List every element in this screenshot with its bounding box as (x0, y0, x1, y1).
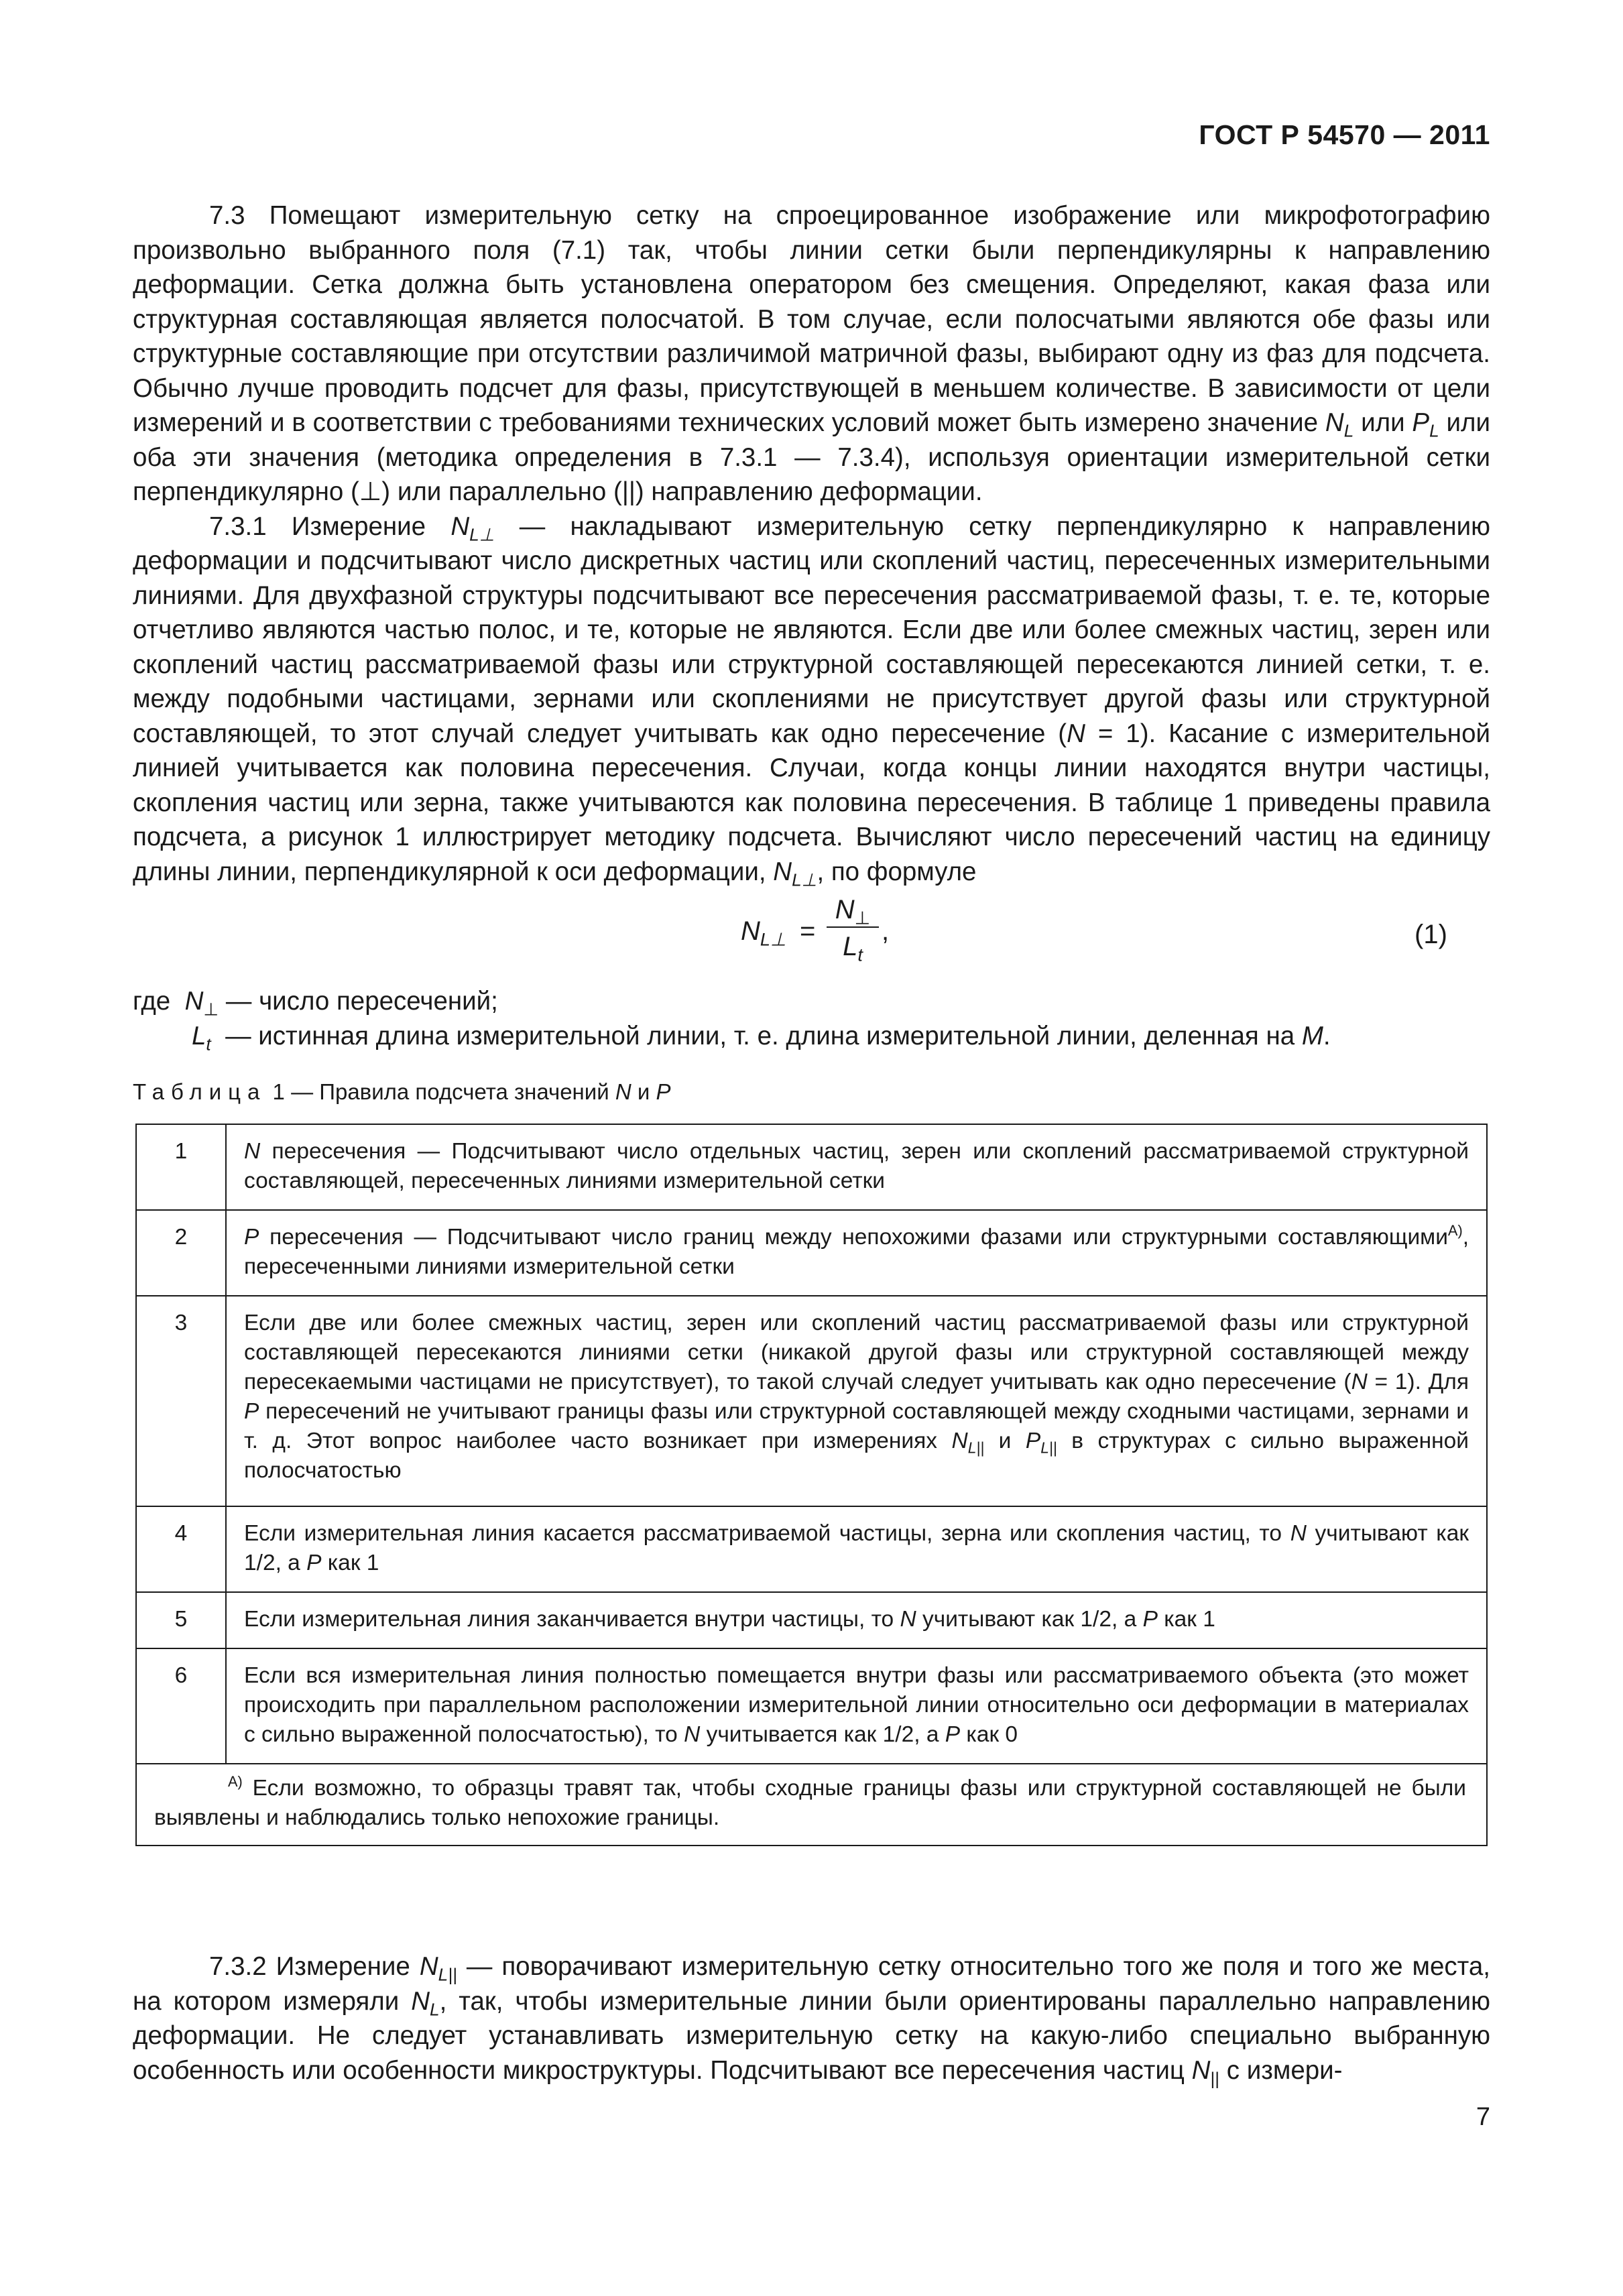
table-row (136, 1296, 1487, 1506)
table-row (136, 1648, 1487, 1764)
formula-numerator: $N_\perp$ (835, 895, 871, 928)
row-text: N пересечения — Подсчитывают число отдельных частиц, зерен или скоплений рассматриваемой структурной составляющей, пересеченных линиями измерительной сетки (226, 1124, 1487, 1210)
section-7-3-2 (133, 1949, 1490, 2088)
page-number: 7 (1476, 2103, 1490, 2131)
formula-equals: = (800, 916, 816, 946)
row-text: Если вся измерительная линия полностью помещается внутри фазы или рассматриваемого объекта (это может происходить при параллельном расположении измерительной линии относительно оси деформации в материалах с сильно выраженной полосчатостью), то N учитывается как 1/2, а P как 0 (226, 1648, 1487, 1764)
formula-fraction (827, 895, 879, 965)
table-row (136, 1210, 1487, 1296)
row-number: 4 (136, 1506, 226, 1592)
table-row (136, 1506, 1487, 1592)
row-text: P пересечения — Подсчитывают число границ между непохожими фазами или структурными составляющими$^{А)}$, пересеченными линиями измерительной сетки (226, 1210, 1487, 1296)
paragraph-7-3-1: 7.3.1 Измерение $N_{L\perp}$ — накладывают измерительную сетку перпендикулярно к направлению деформации и подсчитывают число дискретных частиц или скоплений частиц, пересеченных измерительными линиями. Для двухфазной структуры подсчитывают все пересечения рассматриваемой фазы, т. е. те, которые отчетливо являются частью полос, и те, которые не являются. Если две или более смежных частиц, зерен или скоплений частиц рассматриваемой фазы или структурной составляющей пересекаются линией сетки, т. е. между подобными частицами, зернами или скоплениями не присутствует другой фазы или структурной составляющей, то этот случай следует учитывать как одно пересечение (N = 1). Касание с измерительной линией учитывается как половина пересечения. Случаи, когда концы линии находятся внутри частицы, скопления частиц или зерна, также учитываются как половина пересечения. В таблице 1 приведены правила подсчета, а рисунок 1 иллюстрирует методику подсчета. Вычисляют число пересечений частиц на единицу длины линии, перпендикулярной к оси деформации, $N_{L\perp}$, по формуле (133, 511, 1490, 890)
document-page: ГОСТ Р 54570 — 2011 7.3 Помещают измерительную сетку на спроецированное изображение или микрофотографию произвольно выбранного поля (7.1) так, чтобы линии сетки были перпендикулярны к направлению деформации. Сетка должна быть установлена оператором без смещения. Определяют, какая фаза или структурная составляющая является полосчатой. В том случае, если полосчатыми являются обе фазы или структурные составляющие при отсутствии различимой матричной фазы, выбирают одну из фаз для подсчета. Обычно лучше проводить подсчет для фазы, присутствующей в меньшем количестве. В зависимости от цели измерений и в соответствии с требованиями технических условий может быть измерено значение $N_L$ или $P_L$ или оба эти значения (методика определения в 7.3.1 — 7.3.4), используя ориентации измерительной сетки перпендикулярно (⊥) или параллельно (||) направлению деформации. 7.3.1 Измерение $N_{L\perp}$ — накладывают измерительную сетку перпендикулярно к направлению деформации и подсчитывают число дискретных частиц или скоплений частиц, пересеченных измерительными линиями. Для двухфазной структуры подсчитывают все пересечения рассматриваемой фазы, т. е. те, которые отчетливо являются частью полос, и те, которые не являются. Если две или более смежных частиц, зерен или скоплений частиц рассматриваемой фазы или структурной составляющей пересекаются линией сетки, т. е. между подобными частицами, зернами или скоплениями не присутствует другой фазы или структурной составляющей, то этот случай следует учитывать как одно пересечение (N = 1). Касание с измерительной линией учитывается как половина пересечения. Случаи, когда концы линии находятся внутри частицы, скопления частиц или зерна, также учитываются как половина пересечения. В таблице 1 приведены правила подсчета, а рисунок 1 иллюстрирует методику подсчета. Вычисляют число пересечений частиц на единицу длины линии, перпендикулярной к оси деформации, $N_{L\perp}$, по формуле $N_{L\perp}$ = $N_\perp$ $L_t$ , (1) где $N_\perp$ — число пересечений; $L_t$ — истинная длина измерительной линии, т. е. длина измерительной линии, деленная на M. Таблица 1 — Правила подсчета значений N и P 1 N пересечения — Подсчитывают число отдельных частиц, зерен или скоплений рассматриваемой структурной составляющей, пересеченных линиями измерительной сетки 2 P пересечения — Подсчитывают число границ между непохожими фазами или структурными составляющими$^{А)}$, пересеченными линиями измерительной сетки 3 Если две или более смежных частиц, зерен или скоплений частиц рассматриваемой фазы или структурной составляющей пересекаются линиями сетки (никакой другой фазы или структурной составляющей между пересекаемыми частицами не присутствует), то такой случай следует учитывать как одно пересечение (N = 1). Для P пересечений не учитывают границы фазы или структурной составляющей между сходными частицами, зернами и т. д. Этот вопрос наиболее часто возникает при измерениях $N_{L||}$ и $P_{L||}$ в структурах с сильно выраженной полосчатостью 4 Если измерительная линия касается рассматриваемой частицы, зерна или скопления частиц, то N учитывают как 1/2, а P как 1 5 Если измерительная линия заканчивается внутри частицы, то N учитывают как 1/2, а P как 1 6 Если вся измерительная линия полностью помещается внутри фазы или рассматриваемого объекта (это может происходить при параллельном расположении измерительной линии относительно оси деформации в материалах с сильно выраженной полосчатостью), то N учитывается как 1/2, а P как 0 $^{А)}$ Если возможно, то образцы травят так, чтобы сходные границы фазы или структурной составляющей не были выявлены и наблюдались только непохожие границы. 7.3.2 Измерение $N_{L||}$ — поворачивают измерительную сетку относительно того же поля и того же места, на котором измеряли $N_L$, так, чтобы измерительные линии были ориентированы параллельно направлению деформации. Не следует устанавливать измерительную сетку на какую-либо специально выбранную особенность или особенности микроструктуры. Подсчитывают все пересечения частиц $N_{||}$ с измери- 7 (133, 119, 1490, 2131)
formula-number: (1) (1415, 920, 1447, 949)
row-text: Если измерительная линия касается рассматриваемой частицы, зерна или скопления частиц, то N учитывают как 1/2, а P как 1 (226, 1506, 1487, 1592)
table-caption: Таблица 1 — Правила подсчета значений N и P (133, 1079, 671, 1104)
row-number: 3 (136, 1296, 226, 1506)
section-7-3 (133, 198, 1490, 889)
table-footnote-row (136, 1764, 1487, 1846)
fraction-bar (827, 926, 879, 928)
paragraph-7-3: 7.3 Помещают измерительную сетку на спроецированное изображение или микрофотографию произвольно выбранного поля (7.1) так, чтобы линии сетки были перпендикулярны к направлению деформации. Сетка должна быть установлена оператором без смещения. Определяют, какая фаза или структурная составляющая является полосчатой. В том случае, если полосчатыми являются обе фазы или структурные составляющие при отсутствии различимой матричной фазы, выбирают одну из фаз для подсчета. Обычно лучше проводить подсчет для фазы, присутствующей в меньшем количестве. В зависимости от цели измерений и в соответствии с требованиями технических условий может быть измерено значение $N_L$ или $P_L$ или оба эти значения (методика определения в 7.3.1 — 7.3.4), используя ориентации измерительной сетки перпендикулярно (⊥) или параллельно (||) направлению деформации. (133, 201, 1490, 506)
row-number: 5 (136, 1592, 226, 1648)
row-text: Если две или более смежных частиц, зерен или скоплений частиц рассматриваемой фазы или структурной составляющей пересекаются линиями сетки (никакой другой фазы или структурной составляющей между пересекаемыми частицами не присутствует), то такой случай следует учитывать как одно пересечение (N = 1). Для P пересечений не учитывают границы фазы или структурной составляющей между сходными частицами, зернами и т. д. Этот вопрос наиболее часто возникает при измерениях $N_{L||}$ и $P_{L||}$ в структурах с сильно выраженной полосчатостью (226, 1296, 1487, 1506)
where-line-2: $L_t$ — истинная длина измерительной линии, т. е. длина измерительной линии, деленная на M. (192, 1022, 1331, 1054)
formula-lhs: $N_{L\perp}$ (741, 916, 786, 950)
paragraph-7-3-2: 7.3.2 Измерение $N_{L||}$ — поворачивают измерительную сетку относительно того же поля и того же места, на котором измеряли $N_L$, так, чтобы измерительные линии были ориентированы параллельно направлению деформации. Не следует устанавливать измерительную сетку на какую-либо специально выбранную особенность или особенности микроструктуры. Подсчитывают все пересечения частиц $N_{||}$ с измери- (133, 1952, 1490, 2088)
document-header: ГОСТ Р 54570 — 2011 (1199, 119, 1490, 150)
where-line-1: где $N_\perp$ — число пересечений; (133, 987, 498, 1020)
row-number: 6 (136, 1648, 226, 1764)
formula-denominator: $L_t$ (843, 932, 863, 965)
row-number: 2 (136, 1210, 226, 1296)
row-text: Если измерительная линия заканчивается внутри частицы, то N учитывают как 1/2, а P как 1 (226, 1592, 1487, 1648)
table-footnote: $^{А)}$ Если возможно, то образцы травят так, чтобы сходные границы фазы или структурной составляющей не были выявлены и наблюдались только непохожие границы. (136, 1764, 1487, 1846)
table-row (136, 1592, 1487, 1648)
row-number: 1 (136, 1124, 226, 1210)
table-row (136, 1124, 1487, 1210)
rules-table (135, 1124, 1488, 1846)
